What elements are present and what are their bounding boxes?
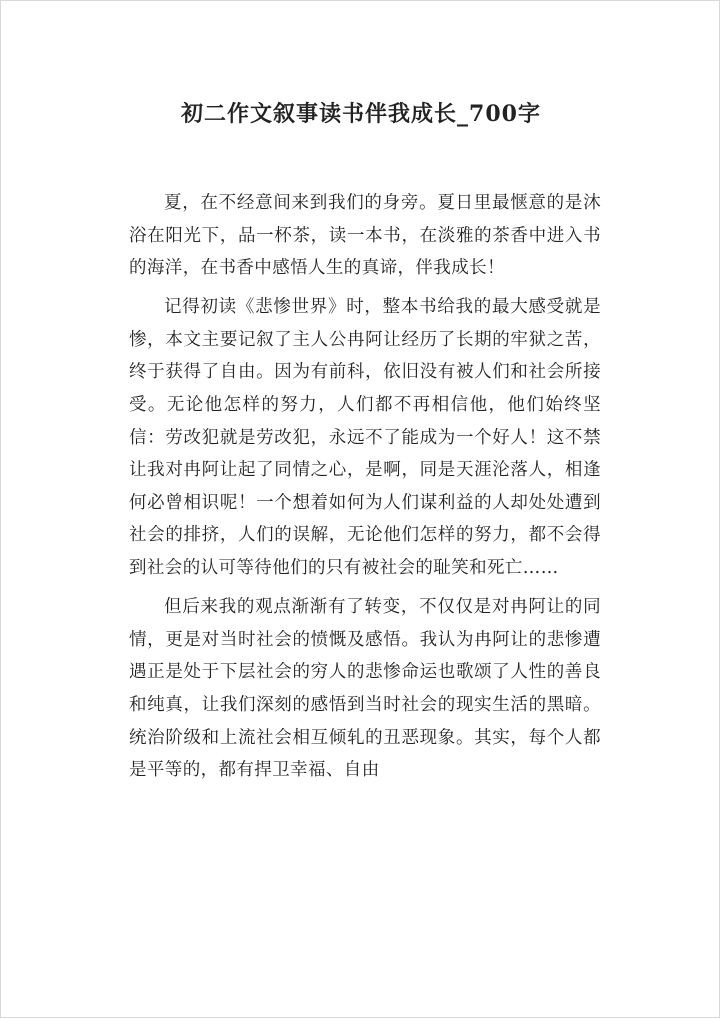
document-body bbox=[129, 187, 601, 793]
paragraph-3: 但后来我的观点渐渐有了转变，不仅仅是对冉阿让的同情，更是对当时社会的愤慨及感悟。我认为冉阿让的悲惨遭遇正是处于下层社会的穷人的悲惨命运也歌颂了人性的善良和纯真，让我们深刻的感悟到当时社会的现实生活的黑暗。统治阶级和上流社会相互倾轧的丑恶现象。其实，每个人都是平等的，都有捍卫幸福、自由 bbox=[129, 597, 601, 781]
paragraph-2: 记得初读《悲惨世界》时，整本书给我的最大感受就是惨，本文主要记叙了主人公冉阿让经历了长期的牢狱之苦，终于获得了自由。因为有前科，依旧没有被人们和社会所接受。无论他怎样的努力，人们都不再相信他，他们始终坚信：劳改犯就是劳改犯，永远不了能成为一个好人！这不禁让我对冉阿让起了同情之心，是啊，同是天涯沦落人，相逢何必曾相识呢！一个想着如何为人们谋利益的人却处处遭到社会的排挤，人们的误解，无论他们怎样的努力，都不会得到社会的认可等待他们的只有被社会的耻笑和死亡…… bbox=[129, 297, 601, 579]
paragraph-1: 夏，在不经意间来到我们的身旁。夏日里最惬意的是沐浴在阳光下，品一杯茶，读一本书，在淡雅的茶香中进入书的海洋，在书香中感悟人生的真谛，伴我成长！ bbox=[129, 193, 601, 279]
document-title: 初二作文叙事读书伴我成长_700字 bbox=[181, 101, 541, 127]
